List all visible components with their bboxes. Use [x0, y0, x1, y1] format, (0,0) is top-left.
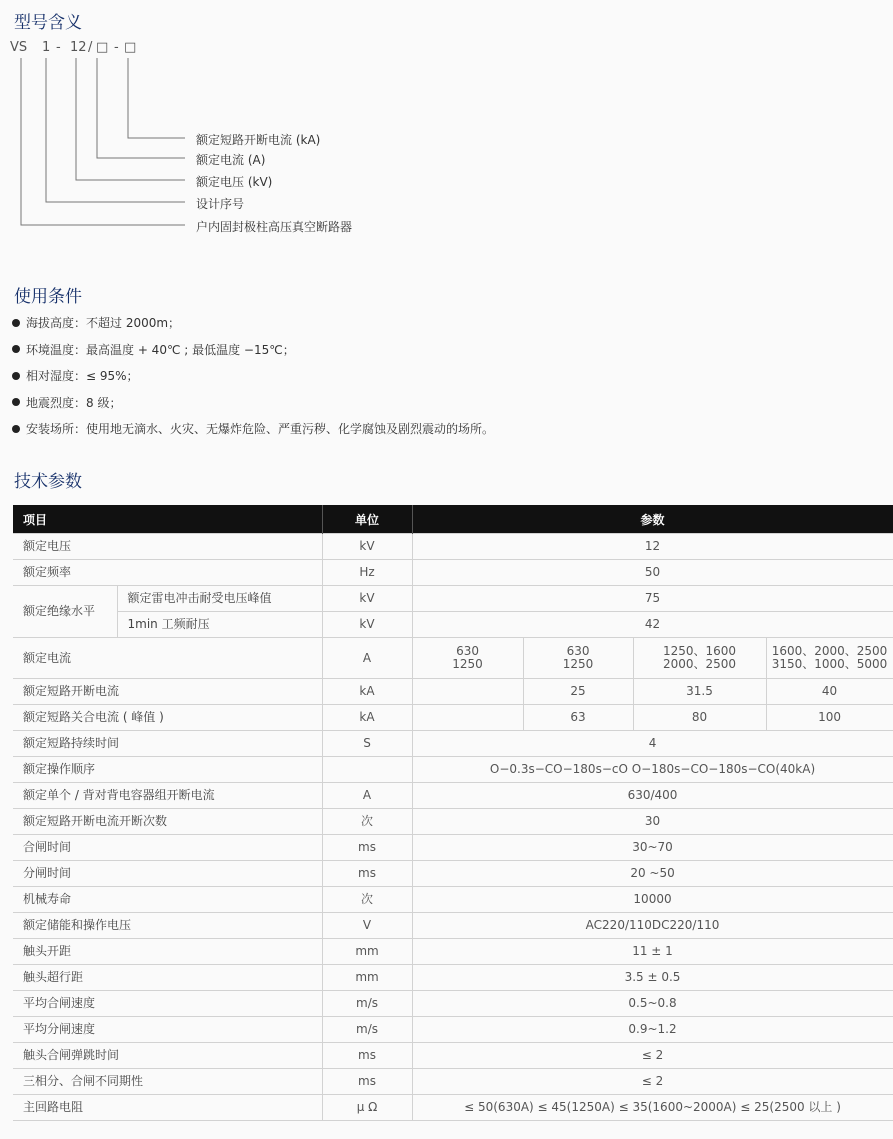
cell-unit: kA [322, 705, 412, 731]
code-part: 12 [70, 40, 87, 55]
cell-item: 三相分、合闸不同期性 [13, 1069, 322, 1095]
cell-value: 630 1250 [523, 638, 633, 679]
table-row [13, 913, 893, 939]
table-row [13, 757, 893, 783]
cell-value: ≤ 2 [412, 1069, 893, 1095]
legend-label: 额定短路开断电流 (kA) [196, 133, 321, 147]
cell-value: 50 [412, 560, 893, 586]
table-row [13, 887, 893, 913]
cell-item: 额定短路开断电流 [13, 679, 322, 705]
condition-text: 地震烈度：8 级； [26, 395, 122, 410]
header-item: 项目 [13, 505, 322, 534]
cell-unit: mm [322, 965, 412, 991]
list-item [12, 419, 494, 446]
cell-unit: S [322, 731, 412, 757]
cell-value: 42 [412, 612, 893, 638]
code-part: □ [96, 40, 109, 55]
cell-unit: ms [322, 861, 412, 887]
cell-value: 630 1250 [412, 638, 523, 679]
cell-unit [322, 757, 412, 783]
cell-value: 100 [766, 705, 893, 731]
cell-unit: kV [322, 612, 412, 638]
cell-unit: ms [322, 1069, 412, 1095]
cell-unit: kV [322, 534, 412, 560]
bullet-icon [12, 319, 20, 327]
cell-value: ≤ 50(630A) ≤ 45(1250A) ≤ 35(1600~2000A) ≤ 25(2500 以上 ) [412, 1095, 893, 1121]
bullet-icon [12, 425, 20, 433]
header-params: 参数 [412, 505, 893, 534]
cell-value: 75 [412, 586, 893, 612]
cell-value: 25 [523, 679, 633, 705]
params-table [13, 505, 893, 1121]
code-part: 1 [42, 40, 51, 55]
table-row [13, 991, 893, 1017]
cell-value: 1600、2000、2500 3150、1000、5000 [766, 638, 893, 679]
section-title-model: 型号含义 [14, 13, 82, 33]
table-row [13, 809, 893, 835]
cell-item: 额定储能和操作电压 [13, 913, 322, 939]
condition-text: 海拔高度：不超过 2000m； [26, 316, 181, 330]
cell-item: 额定雷电冲击耐受电压峰值 [117, 586, 322, 612]
cell-item: 额定单个 / 背对背电容器组开断电流 [13, 783, 322, 809]
cell-unit: m/s [322, 991, 412, 1017]
cell-value: AC220/110DC220/110 [412, 913, 893, 939]
cell-item: 触头合闸弹跳时间 [13, 1043, 322, 1069]
cell-value: 4 [412, 731, 893, 757]
legend-label: 设计序号 [196, 197, 245, 211]
bullet-icon [12, 372, 20, 380]
cell-value: 31.5 [633, 679, 766, 705]
cell-value: 20 ~50 [412, 861, 893, 887]
cell-unit: μ Ω [322, 1095, 412, 1121]
cell-item: 额定频率 [13, 560, 322, 586]
table-row [13, 731, 893, 757]
legend-label: 额定电流 (A) [196, 153, 266, 167]
condition-text: 环境温度：最高温度 + 40℃ ; 最低温度 −15℃； [26, 342, 295, 357]
condition-text: 安装场所：使用地无滴水、火灾、无爆炸危险、严重污秽、化学腐蚀及剧烈震动的场所。 [26, 422, 495, 436]
cell-value [412, 679, 523, 705]
list-item [12, 366, 494, 393]
cell-value: 12 [412, 534, 893, 560]
cell-value: 0.5~0.8 [412, 991, 893, 1017]
cell-item: 触头超行距 [13, 965, 322, 991]
table-row [13, 638, 893, 679]
cell-value: 30 [412, 809, 893, 835]
bullet-icon [12, 398, 20, 406]
cell-value: 630/400 [412, 783, 893, 809]
model-legend-lines [0, 0, 893, 240]
code-part: - [114, 40, 119, 55]
header-unit: 单位 [322, 505, 412, 534]
table-row [13, 965, 893, 991]
table-row [13, 679, 893, 705]
cell-unit: A [322, 638, 412, 679]
legend-label: 户内固封极柱高压真空断路器 [196, 220, 353, 234]
code-part: □ [124, 40, 137, 55]
cell-unit: kV [322, 586, 412, 612]
cell-item: 平均分闸速度 [13, 1017, 322, 1043]
table-row [13, 783, 893, 809]
cell-value: 30~70 [412, 835, 893, 861]
table-row [13, 612, 893, 638]
list-item [12, 313, 494, 340]
legend-label: 额定电压 (kV) [196, 175, 273, 189]
cell-value: 40 [766, 679, 893, 705]
cell-value: 80 [633, 705, 766, 731]
table-row [13, 534, 893, 560]
cell-item: 1min 工频耐压 [117, 612, 322, 638]
cell-item: 分闸时间 [13, 861, 322, 887]
cell-item: 额定电流 [13, 638, 322, 679]
bullet-icon [12, 345, 20, 353]
cell-item: 触头开距 [13, 939, 322, 965]
table-row [13, 705, 893, 731]
list-item [12, 393, 494, 420]
cell-item: 机械寿命 [13, 887, 322, 913]
cell-unit: ms [322, 1043, 412, 1069]
table-row [13, 835, 893, 861]
code-part: / [88, 40, 93, 55]
table-row [13, 1017, 893, 1043]
cell-unit: mm [322, 939, 412, 965]
code-part: - [56, 40, 61, 55]
cell-item: 额定电压 [13, 534, 322, 560]
table-row [13, 939, 893, 965]
cell-value: 3.5 ± 0.5 [412, 965, 893, 991]
table-row [13, 1043, 893, 1069]
table-row [13, 1095, 893, 1121]
cell-item: 额定短路关合电流 ( 峰值 ) [13, 705, 322, 731]
cell-value [412, 705, 523, 731]
cell-value: 63 [523, 705, 633, 731]
code-part: VS [10, 40, 28, 55]
table-row [13, 861, 893, 887]
list-item [12, 340, 494, 367]
cell-unit: V [322, 913, 412, 939]
table-header-row [13, 505, 893, 534]
section-title-conditions: 使用条件 [14, 287, 82, 307]
section-title-params: 技术参数 [14, 472, 82, 492]
cell-value: 0.9~1.2 [412, 1017, 893, 1043]
condition-text: 相对湿度：≤ 95%； [26, 369, 139, 383]
cell-item: 主回路电阻 [13, 1095, 322, 1121]
cell-value: 1250、1600 2000、2500 [633, 638, 766, 679]
cell-unit: 次 [322, 809, 412, 835]
cell-unit: kA [322, 679, 412, 705]
conditions-list [12, 313, 494, 446]
cell-unit: m/s [322, 1017, 412, 1043]
cell-unit: ms [322, 835, 412, 861]
cell-value: 10000 [412, 887, 893, 913]
table-row [13, 586, 893, 612]
cell-unit: 次 [322, 887, 412, 913]
cell-unit: A [322, 783, 412, 809]
cell-item: 额定短路开断电流开断次数 [13, 809, 322, 835]
cell-item: 额定短路持续时间 [13, 731, 322, 757]
cell-item: 平均合闸速度 [13, 991, 322, 1017]
table-row [13, 560, 893, 586]
cell-unit: Hz [322, 560, 412, 586]
cell-item: 额定操作顺序 [13, 757, 322, 783]
cell-value: O−0.3s−CO−180s−cO O−180s−CO−180s−CO(40kA) [412, 757, 893, 783]
cell-value: ≤ 2 [412, 1043, 893, 1069]
cell-item: 合闸时间 [13, 835, 322, 861]
table-row [13, 1069, 893, 1095]
cell-group: 额定绝缘水平 [13, 586, 117, 638]
cell-value: 11 ± 1 [412, 939, 893, 965]
